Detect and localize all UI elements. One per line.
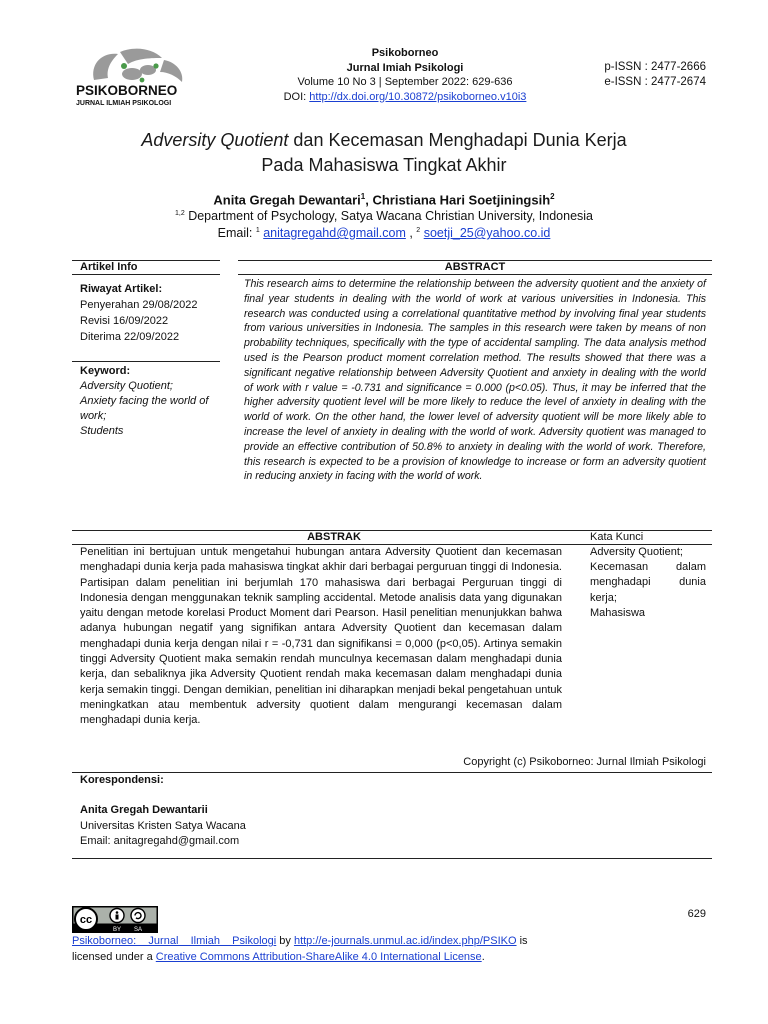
issn-block [560,60,706,90]
journal-logo [72,44,204,110]
email-1-link[interactable]: anitagregahd@gmail.com [263,226,406,240]
riwayat-artikel [80,281,197,345]
author-2-sup: 2 [550,192,555,201]
volume-line: Volume 10 No 3 | September 2022: 629-636 [297,76,513,88]
email-2-link[interactable]: soetji_25@yahoo.co.id [423,226,551,240]
journal-link[interactable]: Psikoborneo: Jurnal Ilmiah Psikologi [72,935,277,947]
affiliation-text: Department of Psychology, Satya Wacana Christian University, Indonesia [184,209,594,223]
rule-korespondensi-top [72,772,712,773]
journal-subtitle: Jurnal Imiah Psikologi [346,61,464,74]
email-separator: , [405,226,417,240]
email-line [100,226,668,240]
journal-url-link[interactable]: http://e-journals.unmul.ac.id/index.php/PSIKO [293,935,517,947]
korespondensi-name: Anita Gregah Dewantarii [80,804,208,816]
email2-sup: 2 [416,226,421,234]
p-issn: p-ISSN : 2477-2666 [604,61,706,73]
author-2: Christiana Hari Soetjiningsih [372,192,551,208]
rule-abstract-bottom [238,274,712,275]
riwayat-heading: Riwayat Artikel: [80,283,163,295]
korespondensi-institution: Universitas Kristen Satya Wacana [80,819,246,832]
license-notice [72,933,706,965]
cc-by-label: BY [112,927,122,933]
cc-by-sa-icon [72,906,158,933]
keyword-item: Adversity Quotient; [80,380,173,392]
logo-subtext: JURNAL ILMIAH PSIKOLOGI [76,100,172,107]
kata-kunci-heading: Kata Kunci [590,531,644,543]
cc-license-link[interactable]: Creative Commons Attribution-ShareAlike 4.0 International License [155,951,482,963]
logo-text: PSIKOBORNEO [76,83,178,98]
keyword-item: Students [80,425,124,437]
cc-label: cc [79,914,93,926]
license-by-text: by [276,935,294,947]
rule-keyword-top [72,361,220,362]
doi-label: DOI: [283,90,307,103]
email-label: Email: [217,226,256,240]
revisi-date: Revisi 16/09/2022 [80,315,169,327]
page-number: 629 [687,908,706,920]
e-issn: e-ISSN : 2477-2674 [604,76,706,88]
abstrak-heading: ABSTRAK [307,531,361,543]
doi-link[interactable]: http://dx.doi.org/10.30872/psikoborneo.v10i3 [309,90,527,103]
penyerahan-date: Penyerahan 29/08/2022 [80,299,198,311]
abstract-heading: ABSTRACT [444,261,506,273]
title-line2: Pada Mahasiswa Tingkat Akhir [261,155,507,175]
license-end-text: . [481,951,485,963]
license-is-text: is [516,935,528,947]
kata-kunci-item: Adversity Quotient; [590,546,683,558]
abstrak-text: Penelitian ini bertujuan untuk mengetahui hubungan antara Adversity Quotient dan kecemasan menghadapi dunia kerja pada mahasiswa tingkat akhir dari berbagai perguruan tinggi di Indonesia. Partisipan dalam penelitian ini berjumlah 170 mahasiswa dari berbagai Perguruan tinggi di Indonesia dengan menggunakan teknik sampling accidental. Metode analisis data yang digunakan yaitu dengan metode korelasi Product Moment dari Pearson. Hasil penelitian menunjukkan bahwa adanya hubungan negatif yang signifikan antara Adversity Quotient dan kecemasan dalam menghadapi dunia kerja dengan nilai r = -0,731 dan signifikansi = 0,000 (p<0,05). Artinya semakin tinggi Adversity Quotient maka semakin rendah munculnya kecemasan dalam menghadapi dunia kerja, dan sebaliknya jika Adversity Quotient rendah maka kecemasan dalam menghadapi dunia kerja semakin tinggi. Dengan demikian, penelitian ini diharapkan menjadi bekal pengetahuan untuk meningkatkan atau membentuk adversity quotient dalam mengurangi kecemasan dalam menghadapi dunia kerja. [80,546,562,727]
keyword-item: Anxiety facing the world of work; [80,395,209,422]
kata-kunci-block [590,545,706,621]
diterima-date: Diterima 22/09/2022 [80,331,180,343]
cc-sa-label: SA [133,927,143,933]
author-1-sup: 1 [360,192,366,201]
copyright: Copyright (c) Psikoborneo: Jurnal Ilmiah Psikologi [463,756,706,768]
doi-line [245,90,565,105]
affil-sup: 1,2 [174,209,185,217]
email1-sup: 1 [255,226,260,234]
author-separator: , [365,192,373,208]
keyword-block [80,364,220,439]
kata-kunci-item: Kecemasan dalam menghadapi dunia kerja; [590,561,706,604]
korespondensi-email: Email: anitagregahd@gmail.com [80,835,240,847]
keyword-heading: Keyword: [80,365,131,377]
journal-name: Psikoborneo [371,47,439,59]
affiliation [100,209,668,223]
rule-artinfo-bottom [72,274,220,275]
rule-korespondensi-bottom [72,858,712,859]
abstract-text: This research aims to determine the relationship between the adversity quotient and the anxiety of final year students in dealing with the world of work at various universities in Indonesia. This research was conducted using a correlational quantitative method by involving final year students from various universities in Indonesia. The samples in this research were taken by means of non probability techniques, specifically with the type of accidental sampling. The data analysis method used is the Pearson product moment correlation method. The results showed that there was a significant negative relationship between Adversity Quotient and anxiety in dealing with the world of work with r value = -0.731 and significance = 0.000 (p<0.05). Thus, it may be inferred that the higher adversity quotient level will be more likely to reduce the level of anxiety in dealing with the world of work. On the other hand, the lower level of adversity quotient will be more likely able to increase the level of anxiety in dealing with the world of work. Adversity quotient was managed to provide an effective contribution of 50.8% to anxiety in dealing with the world of work. Therefore, this research is expected to be a provision of knowledge to increase or form an adversity quotient in reducing anxiety in facing with the world of work. [244,278,706,483]
kata-kunci-item: Mahasiswa [590,606,646,619]
author-1: Anita Gregah Dewantari [213,192,361,208]
title-rest-line1: dan Kecemasan Menghadapi Dunia Kerja [288,130,627,150]
licensed-under-text: licensed under a [72,951,156,963]
authors [100,192,668,207]
journal-header [245,46,565,104]
korespondensi-heading: Korespondensi: [80,774,164,786]
korespondensi-block [80,803,246,850]
artikel-info-heading: Artikel Info [80,261,138,273]
article-title [100,128,668,178]
title-italic: Adversity Quotient [141,130,289,150]
